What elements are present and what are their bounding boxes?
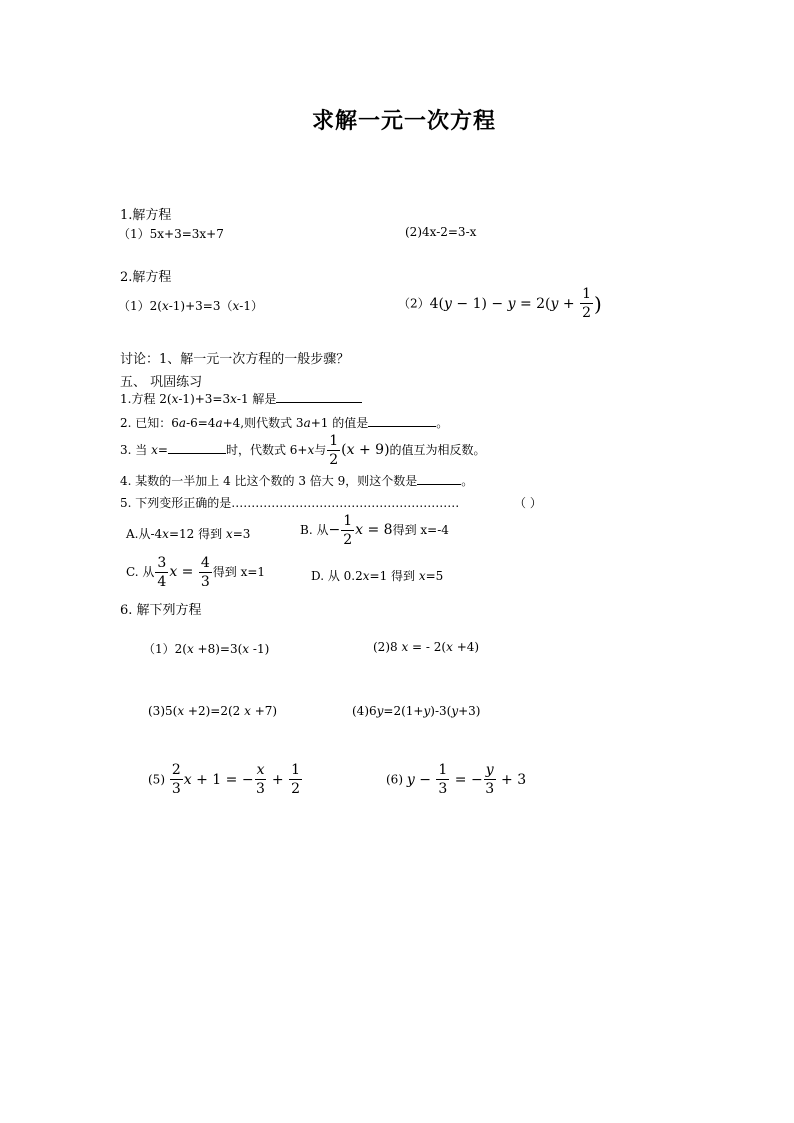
denominator: 2 (329, 452, 339, 468)
var: y (507, 295, 516, 312)
text: = (157, 443, 168, 457)
text: =3 (232, 527, 251, 541)
var: x (446, 640, 453, 654)
var: x (232, 299, 240, 313)
fraction (484, 763, 496, 796)
text: (2)8 (373, 640, 402, 654)
text: )-3( (430, 704, 452, 718)
fraction (436, 763, 449, 796)
var: x (307, 443, 315, 457)
text: 时，代数式 6+ (225, 443, 308, 457)
fraction (580, 287, 593, 320)
text: （1）2( (143, 642, 187, 656)
numerator: y (485, 762, 494, 778)
numerator: 1 (438, 762, 448, 778)
fraction (255, 763, 267, 796)
numerator: x (256, 762, 265, 778)
numerator: 1 (329, 433, 339, 449)
text: =1 得到 (369, 569, 419, 583)
equation-3 (148, 704, 277, 718)
text: -1)+3=3 (178, 392, 231, 406)
fraction (289, 763, 302, 796)
text: − 1) − (451, 295, 508, 312)
text: =5 (425, 569, 444, 583)
denominator: 4 (157, 574, 167, 590)
text: 。 (436, 416, 449, 430)
text: -6=4 (186, 416, 216, 430)
expression (406, 762, 527, 797)
var: y (376, 704, 384, 718)
section5-heading: 五、 巩固练习 (120, 375, 203, 390)
text: ( (341, 442, 347, 458)
var: x (346, 442, 355, 458)
text: + 3 (496, 771, 527, 788)
fraction (341, 514, 354, 547)
text: 与 (314, 443, 327, 457)
numerator: 1 (291, 762, 301, 778)
practice-6: 6. 解下列方程 (120, 603, 202, 618)
answer-blank[interactable] (368, 414, 436, 427)
text: D. 从 0.2 (311, 569, 363, 583)
denominator: 3 (256, 781, 265, 797)
var: y (550, 295, 559, 312)
answer-blank[interactable] (168, 441, 226, 454)
answer-blank[interactable] (276, 390, 362, 403)
text: − (328, 522, 341, 538)
var: x (362, 569, 370, 583)
text: + (267, 771, 289, 788)
var: x (177, 704, 185, 718)
option-d (311, 567, 443, 584)
var: x (183, 771, 192, 788)
text: = - 2( (408, 640, 447, 654)
text: 4( (429, 295, 445, 312)
option-c (126, 556, 265, 589)
equation-6 (386, 763, 526, 796)
page-title: 求解一元一次方程 (312, 108, 497, 134)
option-a (126, 525, 250, 542)
fraction (155, 556, 168, 589)
text: = (177, 564, 198, 580)
text: B. 从 (300, 523, 329, 537)
text: ) (593, 291, 602, 316)
denominator: 2 (291, 781, 301, 797)
text: -1） (239, 299, 263, 313)
numerator: 4 (200, 555, 210, 571)
var: x (401, 640, 409, 654)
text: +8)=3( (193, 642, 243, 656)
var: x (225, 527, 233, 541)
practice-3 (120, 434, 486, 467)
var: x (171, 392, 179, 406)
denominator: 3 (485, 781, 495, 797)
section1-q1: （1）5x+3=3x+7 (118, 227, 224, 241)
text: 2. 已知：6 (120, 416, 179, 430)
numerator: 1 (343, 513, 353, 529)
equation-2 (373, 640, 479, 654)
practice-5: 5. 下列变形正确的是………………………………………………… (120, 496, 460, 510)
numerator: 3 (157, 555, 167, 571)
text: 3. 当 (120, 443, 152, 457)
equation-4 (352, 704, 480, 718)
var: y (444, 295, 452, 312)
var: x (169, 564, 178, 580)
text: = 8 (363, 522, 393, 538)
text: + 1 = − (191, 771, 254, 788)
text: + (558, 295, 580, 312)
answer-blank[interactable] (417, 472, 461, 485)
text: -1) (249, 642, 270, 656)
var: x (162, 527, 169, 541)
text: +7) (250, 704, 278, 718)
denominator: 2 (343, 532, 353, 548)
text: (6) (386, 772, 403, 787)
text: A.从-4 (126, 527, 163, 541)
expression (169, 762, 303, 797)
section2-q2 (398, 287, 602, 320)
text: + 9) (354, 442, 390, 458)
denominator: 3 (171, 781, 181, 797)
practice-1 (120, 390, 362, 407)
text: =2(1+ (383, 704, 424, 718)
var: x (418, 569, 426, 583)
text: (5) (148, 772, 165, 787)
denominator: 2 (582, 305, 591, 321)
denominator: 3 (200, 574, 210, 590)
text: 的值互为相反数。 (389, 443, 486, 457)
var: x (186, 642, 194, 656)
text: -1)+3=3（ (168, 299, 233, 313)
var: a (215, 416, 223, 430)
answer-paren[interactable]: （ ） (514, 496, 542, 510)
numerator: 1 (582, 286, 591, 302)
text: 得到 x=-4 (392, 523, 449, 537)
equation (429, 286, 602, 321)
section1-q2: (2)4x-2=3-x (405, 225, 477, 239)
text: (3)5( (148, 704, 178, 718)
text: = − (450, 771, 483, 788)
text: 4. 某数的一半加上 4 比这个数的 3 倍大 9，则这个数是 (120, 474, 418, 488)
section2-heading: 2.解方程 (120, 270, 172, 285)
text: +4) (452, 640, 480, 654)
text: （1）2( (118, 299, 162, 313)
fraction (170, 763, 183, 796)
text: C. 从 (126, 565, 155, 579)
section1-heading: 1.解方程 (120, 208, 172, 223)
var: x (242, 642, 250, 656)
text: +4,则代数式 3 (222, 416, 304, 430)
equation-1 (143, 640, 269, 657)
var: y (451, 704, 459, 718)
discussion: 讨论：1、解一元一次方程的一般步骤？ (120, 352, 350, 367)
section2-q1 (118, 297, 263, 314)
var: x (161, 299, 169, 313)
var: a (178, 416, 187, 430)
var: y (423, 704, 431, 718)
var: x (230, 392, 237, 406)
text: -1 解是 (236, 392, 277, 406)
fraction (199, 556, 212, 589)
equation-5 (148, 763, 303, 796)
text: 得到 x=1 (212, 565, 266, 579)
text: (4)6 (352, 704, 377, 718)
var: y (406, 771, 415, 788)
text: （2） (398, 296, 430, 311)
text: 1.方程 2( (120, 392, 172, 406)
practice-4 (120, 472, 473, 489)
text: 。 (461, 474, 474, 488)
text: +2)=2(2 (184, 704, 245, 718)
text: =12 得到 (168, 527, 226, 541)
var: x (355, 522, 364, 538)
var: x (151, 443, 158, 457)
var: a (303, 416, 311, 430)
text: = 2( (515, 295, 551, 312)
denominator: 3 (438, 781, 448, 797)
text: +1 的值是 (310, 416, 369, 430)
numerator: 2 (171, 762, 181, 778)
option-b (300, 514, 449, 547)
text: − (414, 771, 436, 788)
var: x (244, 704, 251, 718)
text: +3) (458, 704, 481, 718)
fraction (327, 434, 340, 467)
practice-2 (120, 414, 448, 431)
